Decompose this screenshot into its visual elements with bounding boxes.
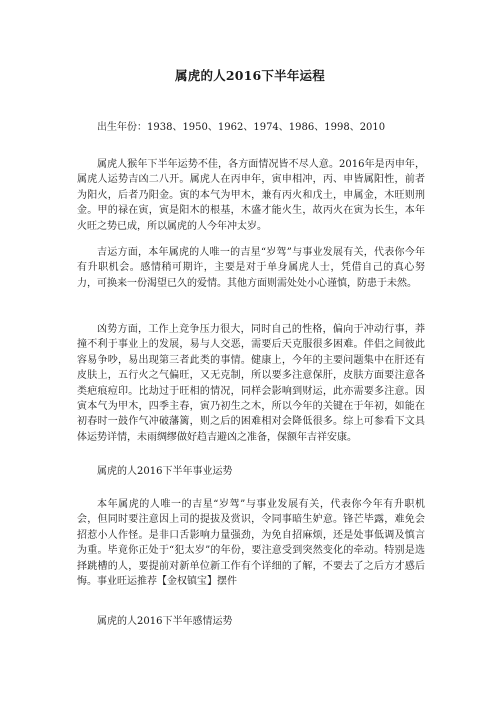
paragraph-career: 本年属虎的人唯一的吉星“岁驾”与事业发展有关，代表你今年有升职机会，但同时要注意因上司的提拔及赏识，令同事暗生妒意。锋芒毕露，难免会招惹小人作怪。是非口舌影响力量强劲，为免自招麻烦，还是处事低调及慎言为重。毕竟你正处于“犯太岁”的年份，要注意受到突然变化的牵动。特别是选择跳槽的人，要提前对新单位新工作有个详细的了解，不要去了之后方才感后悔。事业旺运推荐【金权镇宝】摆件 bbox=[77, 499, 425, 588]
birth-years-line: 出生年份：1938、1950、1962、1974、1986、1998、2010 bbox=[97, 122, 386, 133]
paragraph-good-luck: 吉运方面，本年属虎的人唯一的吉星“岁驾”与事业发展有关，代表你今年有升职机会。感情稍可期许，主要是对于单身属虎人士，凭借自己的真心努力，可换来一份渴望已久的爱情。其他方面则需处处小心谨慎，防患于未然。 bbox=[77, 247, 425, 289]
section-heading-love: 属虎的人2016下半年感情运势 bbox=[97, 616, 233, 627]
paragraph-bad-luck: 凶势方面，工作上竞争压力很大，同时自己的性格，偏向于冲动行事，莽撞不利于事业上的发展，易与人交恶，需要后天克服很多困难。伴侣之间彼此容易争吵，易出现第三者此类的事情。健康上，今年的主要问题集中在肝还有皮肤上，五行火之气偏旺，又无克制，所以要多注意保肝，皮肤方面要注意各类疤痕痘印。比劫过于旺相的情况，同样会影响到财运，此亦需要多注意。因寅本气为甲木，四季主春，寅乃初生之木，所以今年的关键在于年初，如能在初春时一鼓作气冲破藩篱，则之后的困难相对会降低很多。综上可参看下文具体运势详情，未雨绸缪做好趋吉避凶之准备，保额年吉祥安康。 bbox=[77, 324, 425, 443]
paragraph-overview: 属虎人猴年下半年运势不佳，各方面情况皆不尽人意。2016年是丙申年，属虎人运势吉凶二八开。属虎人在丙申年，寅申相冲，丙、申皆属阳性，前者为阳火，后者乃阳金。寅的本气为甲木，兼有丙火和戊土，申属金，木旺则刑金。甲的禄在寅，寅是阳木的根基，木盛才能火生，故丙火在寅为长生，本年火旺之势已成，所以属虎的人今年冲太岁。 bbox=[77, 159, 425, 232]
document-title: 属虎的人2016下半年运程 bbox=[175, 68, 325, 83]
section-heading-career: 属虎的人2016下半年事业运势 bbox=[97, 466, 233, 477]
